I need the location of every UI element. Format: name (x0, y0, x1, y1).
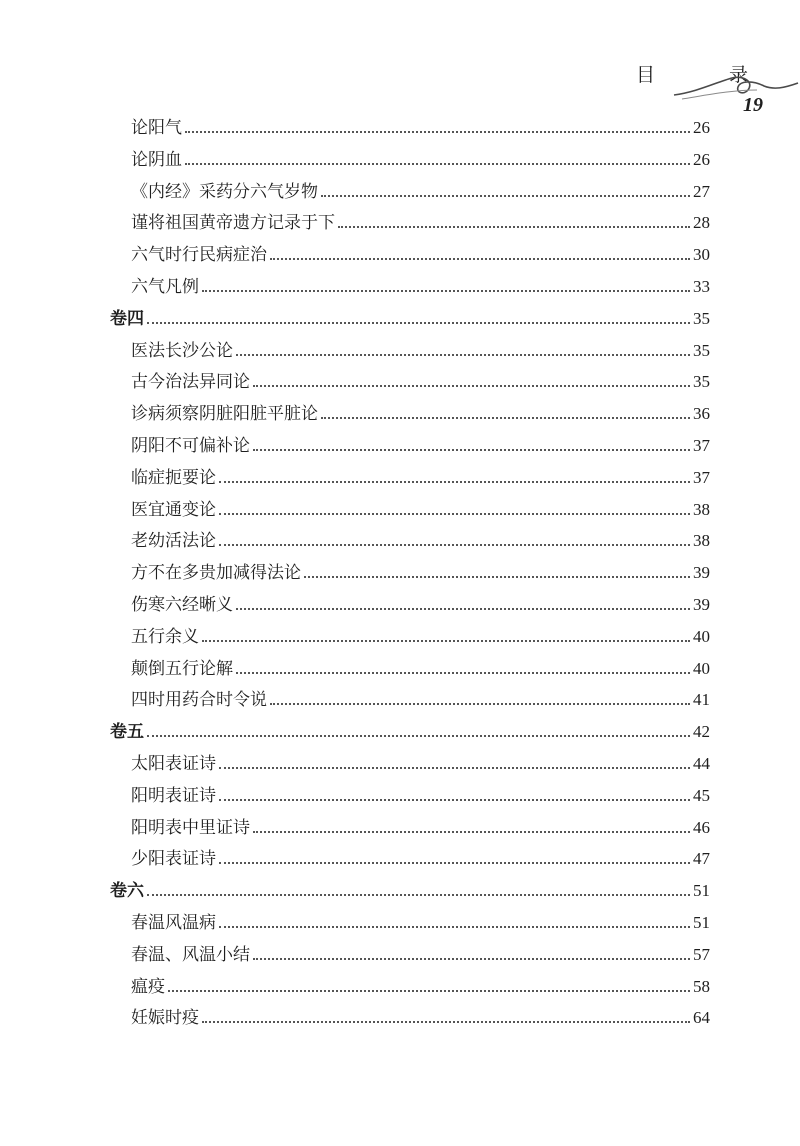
dot-leader (270, 703, 690, 705)
toc-entry-row[interactable] (131, 975, 710, 999)
toc-entry-label: 阴阳不可偏补论 (131, 436, 250, 456)
toc-entry-page: 57 (693, 944, 710, 964)
toc-entry-row[interactable] (131, 434, 710, 458)
page-number: 19 (743, 94, 763, 116)
dot-leader (236, 354, 690, 356)
toc-entry-page: 37 (693, 436, 710, 455)
toc-entry-page: 35 (693, 372, 710, 392)
toc-entry-row[interactable] (131, 402, 710, 426)
toc-entry-row[interactable] (131, 116, 710, 140)
toc-entry-page: 44 (693, 754, 710, 773)
toc-entry-label: 伤寒六经晰义 (131, 595, 233, 615)
toc-entry-page: 58 (693, 976, 710, 996)
toc-entry-label: 瘟疫 (131, 976, 165, 997)
dot-leader (236, 608, 690, 610)
toc-entry-row[interactable] (131, 243, 710, 267)
toc-entry-label: 阳明表中里证诗 (131, 817, 250, 838)
toc-entry-row[interactable] (131, 466, 710, 490)
toc-entry-label: 论阳气 (131, 118, 182, 138)
dot-leader (253, 831, 690, 833)
dot-leader (219, 544, 690, 546)
toc-entry-row[interactable] (131, 180, 710, 204)
toc-entry-row[interactable] (131, 784, 710, 808)
dot-leader (236, 672, 690, 674)
toc-entry-row[interactable] (131, 339, 710, 363)
toc-entry-label: 谨将祖国黄帝遗方记录于下 (131, 213, 335, 234)
toc-volume-row[interactable] (110, 879, 710, 903)
dot-leader (202, 640, 690, 642)
toc-entry-row[interactable] (131, 911, 710, 935)
toc-entry-page: 46 (693, 817, 710, 837)
dot-leader (185, 163, 690, 165)
dot-leader (219, 513, 690, 515)
page-title: 目 录 (636, 64, 783, 86)
toc-entry-label: 《内经》采药分六气岁物 (131, 181, 318, 202)
toc-entry-label: 五行余义 (131, 626, 199, 647)
toc-entry-page: 26 (693, 149, 710, 169)
toc-entry-page: 42 (693, 722, 710, 742)
toc-entry-label: 妊娠时疫 (131, 1008, 199, 1029)
dot-leader (321, 195, 690, 197)
toc-entry-label: 阳明表证诗 (131, 785, 216, 806)
toc-entry-page: 27 (693, 181, 710, 201)
toc-entry-row[interactable] (131, 529, 710, 553)
toc-entry-page: 47 (693, 849, 710, 869)
flourish-ornament (672, 68, 800, 108)
toc-entry-row[interactable] (131, 275, 710, 299)
toc-entry-row[interactable] (131, 148, 710, 172)
toc-entry-page: 41 (693, 690, 710, 710)
toc-entry-row[interactable] (131, 688, 710, 712)
dot-leader (147, 322, 690, 324)
dot-leader (219, 862, 690, 864)
toc-entry-page: 39 (693, 563, 710, 583)
dot-leader (219, 799, 690, 801)
toc-volume-row[interactable] (110, 720, 710, 744)
toc-entry-row[interactable] (131, 847, 710, 871)
toc-entry-label: 临症扼要论 (131, 467, 216, 488)
toc-entry-row[interactable] (131, 370, 710, 394)
toc-entry-row[interactable] (131, 943, 710, 967)
toc-entry-page: 51 (693, 913, 710, 932)
toc-entry-row[interactable] (131, 1006, 710, 1030)
toc-entry-page: 35 (693, 340, 710, 360)
dot-leader (147, 735, 690, 737)
toc-entry-row[interactable] (131, 211, 710, 235)
toc-entry-row[interactable] (131, 498, 710, 522)
toc-entry-page: 37 (693, 467, 710, 487)
dot-leader (253, 449, 690, 451)
toc-entry-row[interactable] (131, 816, 710, 840)
toc-entry-label: 老幼活法论 (131, 531, 216, 552)
toc-entry-label: 卷四 (110, 308, 144, 329)
dot-leader (321, 417, 690, 419)
toc-entry-page: 38 (693, 499, 710, 519)
dot-leader (253, 958, 690, 960)
toc-entry-page: 33 (693, 277, 710, 296)
toc-entry-label: 医宜通变论 (131, 499, 216, 520)
toc-entry-label: 太阳表证诗 (131, 754, 216, 774)
dot-leader (219, 481, 690, 483)
toc-entry-label: 古今治法异同论 (131, 372, 250, 393)
toc-entry-row[interactable] (131, 593, 710, 617)
toc-entry-page: 28 (693, 213, 710, 233)
toc-entry-page: 39 (693, 595, 710, 614)
toc-entry-page: 36 (693, 404, 710, 424)
dot-leader (202, 290, 690, 292)
toc-entry-page: 35 (693, 308, 710, 328)
dot-leader (202, 1021, 690, 1023)
toc-entry-row[interactable] (131, 752, 710, 776)
toc-entry-label: 颠倒五行论解 (131, 658, 233, 679)
dot-leader (338, 226, 690, 228)
toc-entry-page: 45 (693, 785, 710, 805)
toc-entry-page: 40 (693, 658, 710, 678)
toc-entry-label: 春温、风温小结 (131, 944, 250, 965)
dot-leader (219, 767, 690, 769)
toc-entry-page: 40 (693, 626, 710, 646)
toc-entry-label: 少阳表证诗 (131, 849, 216, 870)
toc-entry-label: 医法长沙公论 (131, 340, 233, 361)
toc-entry-row[interactable] (131, 657, 710, 681)
toc-volume-row[interactable] (110, 307, 710, 331)
toc-entry-label: 卷五 (110, 722, 144, 743)
toc-entry-label: 四时用药合时令说 (131, 690, 267, 711)
dot-leader (147, 894, 690, 896)
dot-leader (253, 385, 690, 387)
dot-leader (270, 258, 690, 260)
toc-entry-label: 春温风温病 (131, 913, 216, 933)
dot-leader (304, 576, 690, 578)
toc-entry-row[interactable] (131, 561, 710, 585)
toc-entry-page: 64 (693, 1008, 710, 1028)
dot-leader (168, 990, 690, 992)
toc-entry-label: 方不在多贵加减得法论 (131, 563, 301, 584)
toc-entry-page: 26 (693, 118, 710, 137)
dot-leader (185, 131, 690, 133)
toc-entry-label: 卷六 (110, 881, 144, 902)
toc-entry-row[interactable] (131, 625, 710, 649)
toc-entry-page: 30 (693, 245, 710, 265)
toc-entry-label: 论阴血 (131, 149, 182, 170)
toc-entry-page: 51 (693, 881, 710, 901)
toc-entry-label: 六气时行民病症治 (131, 245, 267, 266)
toc-entry-page: 38 (693, 531, 710, 551)
dot-leader (219, 926, 690, 928)
toc-entry-label: 诊病须察阴脏阳脏平脏论 (131, 404, 318, 425)
toc-entry-label: 六气凡例 (131, 277, 199, 297)
